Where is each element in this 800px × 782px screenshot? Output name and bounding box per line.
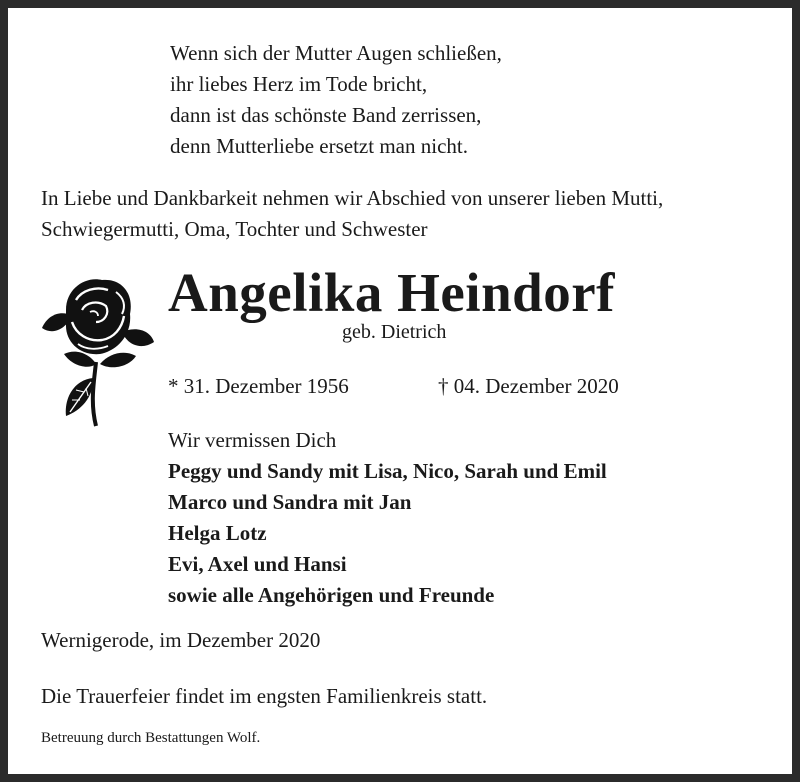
mourner-entry: Peggy und Sandy mit Lisa, Nico, Sarah und Emil	[168, 459, 607, 483]
intro-line: Schwiegermutti, Oma, Tochter und Schwester	[41, 217, 428, 241]
mourner-entry: Helga Lotz	[168, 521, 267, 545]
place-date: Wernigerode, im Dezember 2020	[41, 628, 321, 652]
undertaker-note: Betreuung durch Bestattungen Wolf.	[41, 730, 261, 746]
poem-line: Wenn sich der Mutter Augen schließen,	[170, 41, 502, 65]
poem-line: ihr liebes Herz im Tode bricht,	[170, 72, 428, 96]
funeral-note: Die Trauerfeier findet im engsten Familienkreis statt.	[41, 684, 488, 708]
mourners-list	[168, 425, 607, 611]
death-date: † 04. Dezember 2020	[438, 374, 619, 398]
poem-line: denn Mutterliebe ersetzt man nicht.	[170, 134, 468, 158]
farewell-intro	[41, 183, 663, 245]
mourner-entry: Marco und Sandra mit Jan	[168, 490, 412, 514]
maiden-name: geb. Dietrich	[342, 321, 447, 343]
poem-line: dann ist das schönste Band zerrissen,	[170, 103, 482, 127]
birth-date: * 31. Dezember 1956	[168, 374, 349, 398]
intro-line: In Liebe und Dankbarkeit nehmen wir Abschied von unserer lieben Mutti,	[41, 186, 664, 210]
life-dates	[168, 374, 619, 399]
mourner-entry: sowie alle Angehörigen und Freunde	[168, 583, 495, 607]
memorial-poem	[170, 38, 502, 162]
mourner-entry: Evi, Axel und Hansi	[168, 552, 347, 576]
mourners-heading: Wir vermissen Dich	[168, 428, 337, 452]
deceased-name: Angelika Heindorf	[168, 262, 615, 323]
rose-icon	[36, 270, 154, 428]
